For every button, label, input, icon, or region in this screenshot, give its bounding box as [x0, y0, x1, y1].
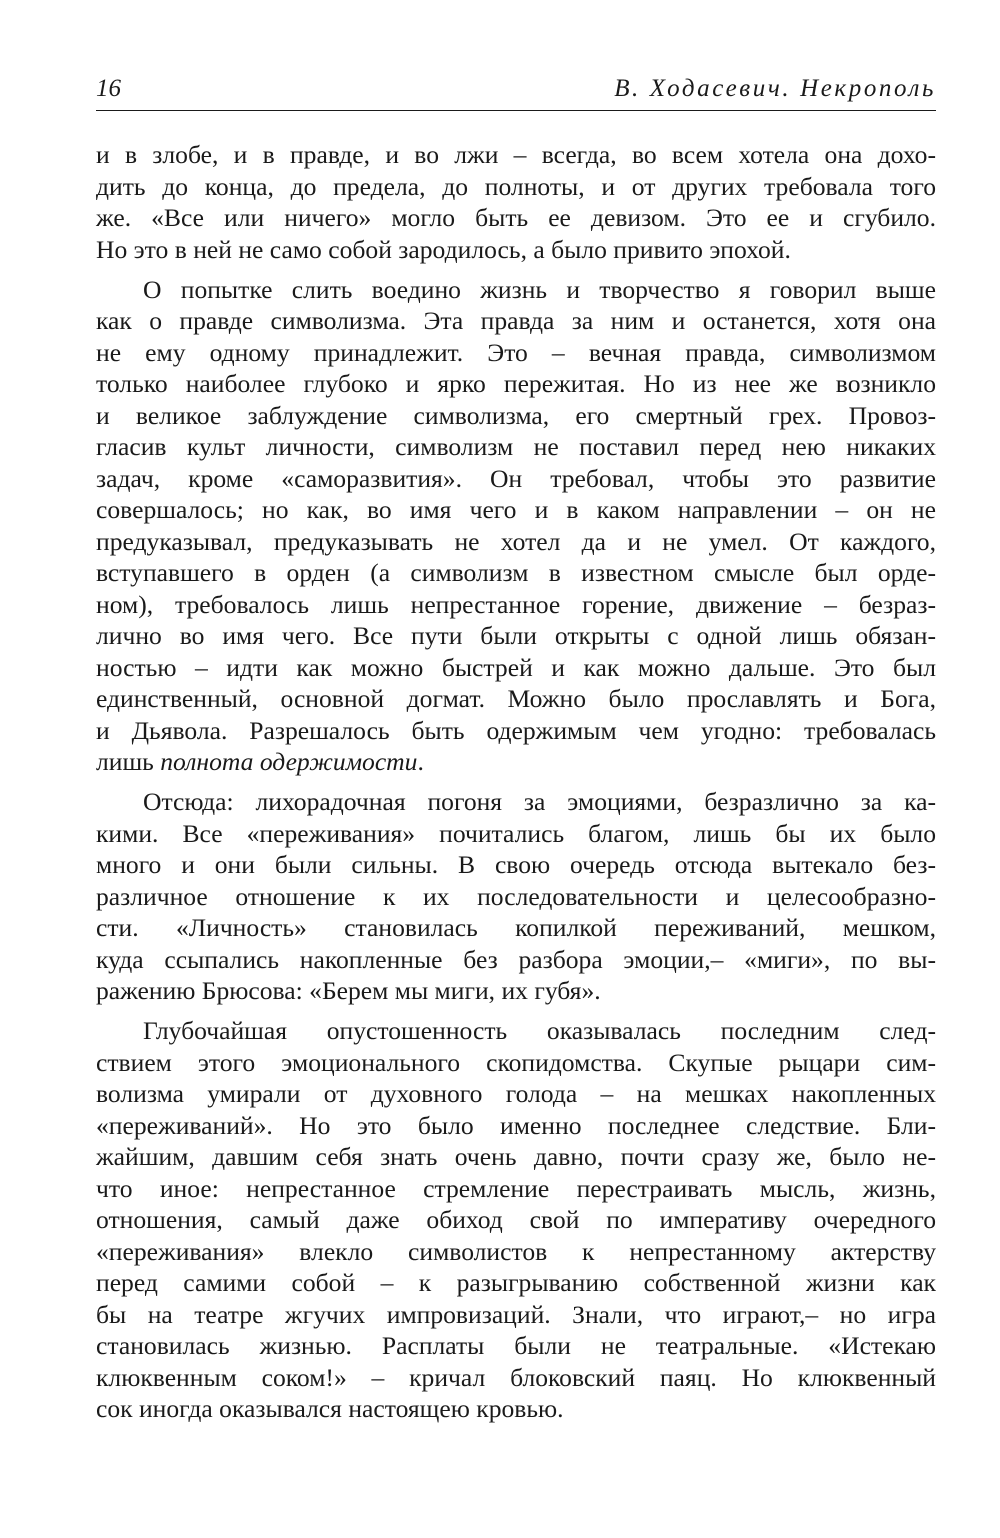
text-line: не ему одному принадлежит. Это – вечная правда, символизмом [96, 337, 936, 367]
text-line: волизма умирали от духовного голода – на мешках накопленных [96, 1079, 936, 1108]
text-line: как о правде символизма. Эта правда за ним и останется, хотя она [96, 306, 936, 335]
text-line: ражению Брюсова: «Берем мы миги, их губя». [96, 976, 601, 1005]
paragraph-gap [96, 1007, 936, 1016]
text-line: бы на театре жгучих импровизаций. Знали, что играют,– но игра [96, 1299, 936, 1329]
text-line: О попытке слить воедино жизнь и творчество я говорил выше [143, 274, 936, 304]
text-line: предуказывал, предуказывать не хотел да и не умел. От каждого, [96, 526, 936, 556]
text-line: Но это в ней не само собой зародилось, а было привито эпохой. [96, 234, 791, 264]
text-line: много и они были сильны. В свою очередь отсюда вытекало без- [96, 850, 936, 879]
text-line: ностью – идти как можно быстрей и как можно дальше. Это был [96, 652, 936, 682]
paragraph-gap [96, 778, 936, 787]
body-text [96, 139, 936, 1425]
text-line: же. «Все или ничего» могло быть ее девизом. Это ее и сгубило. [96, 203, 936, 232]
text-line: задач, кроме «саморазвития». Он требовал, чтобы это развитие [96, 463, 936, 493]
text-line: сти. «Личность» становилась копилкой переживаний, мешком, [96, 913, 936, 942]
text-line: вступавшего в орден (а символизм в известном смысле был орде- [96, 558, 936, 587]
text-line: что иное: непрестанное стремление перестраивать мысль, жизнь, [96, 1173, 936, 1203]
paragraph [96, 139, 936, 265]
text-line: единственный, основной догмат. Можно было прославлять и Бога, [96, 684, 936, 713]
paragraph [96, 786, 936, 1007]
text-line: Отсюда: лихорадочная погоня за эмоциями, безразлично за ка- [143, 787, 936, 816]
text-line: куда ссыпались накопленные без разбора эмоции,– «миги», по вы- [96, 944, 936, 974]
text-line: клюквенным соком!» – кричал блоковский паяц. Но клюквенный [96, 1362, 936, 1392]
text-line: лично во имя чего. Все пути были открыты с одной лишь обязан- [96, 621, 936, 650]
paragraph [96, 1015, 936, 1425]
text-line: дить до конца, до предела, до полноты, и от других требовала того [96, 171, 936, 201]
text-line-emphasis [96, 746, 936, 778]
page-number: 16 [96, 75, 121, 102]
text-line: и великое заблуждение символизма, его смертный грех. Провоз- [96, 400, 936, 430]
running-title: В. Ходасевич. Некрополь [614, 75, 936, 102]
text-line: только наиболее глубоко и ярко пережитая. Но из нее же возникло [96, 369, 936, 398]
paragraph [96, 274, 936, 778]
text-line: «переживания» влекло символистов к непрестанному актерству [96, 1236, 936, 1266]
text-line: Глубочайшая опустошенность оказывалась последним след- [143, 1016, 936, 1045]
text-line: сок иногда оказывался настоящею кровью. [96, 1394, 564, 1423]
running-header [96, 72, 936, 106]
text-line: и в злобе, и в правде, и во лжи – всегда, во всем хотела она дохо- [96, 140, 936, 169]
text-line: совершалось; но как, во имя чего и в каком направлении – он не [96, 495, 936, 524]
paragraph-gap [96, 265, 936, 274]
text-line: ствием этого эмоционального скопидомства. Скупые рыцари сим- [96, 1047, 936, 1077]
text-line: отношения, самый даже обиход свой по императиву очередного [96, 1205, 936, 1234]
text-line: гласив культ личности, символизм не поставил перед нею никаких [96, 432, 936, 461]
italic-emphasis: полнота одержимости [160, 747, 418, 776]
text-line: ном), требовалось лишь непрестанное горение, движение – безраз- [96, 589, 936, 619]
text-line: жайшим, давшим себя знать очень давно, почти сразу же, было не- [96, 1142, 936, 1171]
header-rule [96, 110, 936, 111]
text-line: кими. Все «переживания» почитались благом, лишь бы их было [96, 818, 936, 848]
line-suffix: . [417, 747, 424, 776]
line-prefix: лишь [96, 747, 161, 776]
text-line: и Дьявола. Разрешалось быть одержимым чем угодно: требовалась [96, 715, 936, 745]
text-line: различное отношение к их последовательности и целесообразно- [96, 881, 936, 911]
text-line: становилась жизнью. Расплаты были не театральные. «Истекаю [96, 1331, 936, 1360]
text-line: перед самими собой – к разыгрыванию собственной жизни как [96, 1268, 936, 1297]
text-line: «переживаний». Но это было именно последнее следствие. Бли- [96, 1110, 936, 1140]
